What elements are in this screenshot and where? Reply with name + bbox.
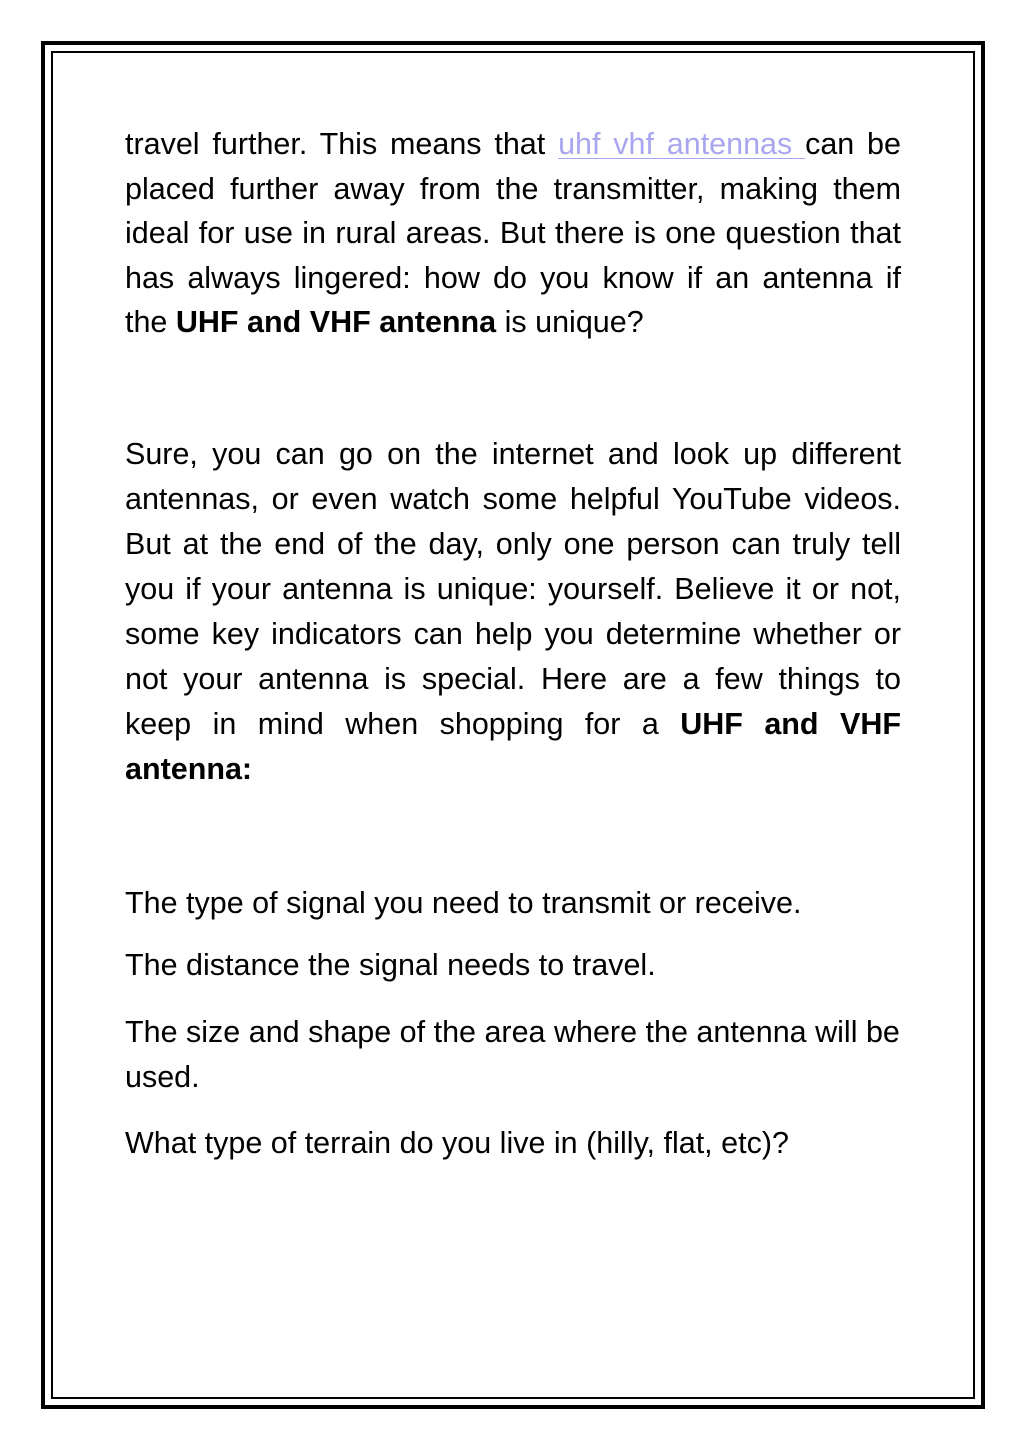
list-item: What type of terrain do you live in (hilly, flat, etc)? <box>125 1125 789 1160</box>
paragraph-intro <box>125 122 901 345</box>
document-body <box>125 122 901 1166</box>
list-item: The distance the signal needs to travel. <box>125 947 656 982</box>
bold-term: UHF and VHF antenna <box>175 305 497 340</box>
bold-term: UHF and VHF antenna: <box>125 706 901 786</box>
list-item: The type of signal you need to transmit or receive. <box>125 885 802 920</box>
paragraph-text: travel further. This means that <box>125 127 559 161</box>
paragraph-text: can be placed further away from the transmitter, making them ideal for use in rural areas. But there is one question that has always lingered: how do you know if an antenna if the <box>125 127 901 340</box>
list-item: The size and shape of the area where the antenna will be used. <box>125 1014 900 1094</box>
paragraph-indicators <box>125 432 901 792</box>
paragraph-text: Sure, you can go on the internet and look up different antennas, or even watch some helpful YouTube videos. But at the end of the day, only one person can truly tell you if your antenna is unique: yourself. Believe it or not, some key indicators can help you determine whether or not your antenna is special. Here are a few things to keep in mind when shopping for a <box>125 436 901 741</box>
paragraph-text: is unique? <box>496 305 644 340</box>
uhf-vhf-antennas-link[interactable]: uhf vhf antennas <box>558 127 806 161</box>
